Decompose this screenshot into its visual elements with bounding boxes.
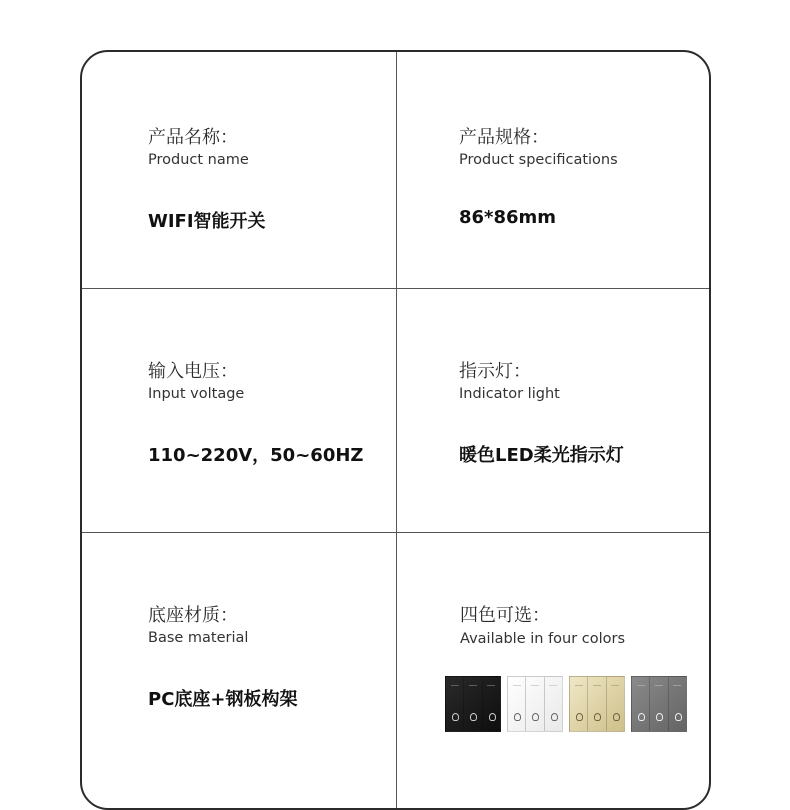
bulb-icon	[452, 713, 459, 721]
bulb-icon	[656, 713, 663, 721]
bulb-icon	[470, 713, 477, 721]
bulb-icon	[576, 713, 583, 721]
bulb-icon	[638, 713, 645, 721]
bulb-icon	[675, 713, 682, 721]
color-swatches	[445, 676, 687, 732]
input-voltage-value: 110~220V，50~60HZ	[148, 445, 364, 466]
product-name-value: WIFI智能开关	[148, 211, 266, 232]
switch-panel-black	[445, 676, 501, 732]
bulb-icon	[613, 713, 620, 721]
bulb-icon	[532, 713, 539, 721]
switch-panel-white	[507, 676, 563, 732]
base-material-label-cn: 底座材质：	[148, 605, 238, 626]
row-divider-2	[82, 532, 709, 533]
switch-panel-gray	[631, 676, 687, 732]
bulb-icon	[489, 713, 496, 721]
indicator-light-label-cn: 指示灯：	[459, 361, 531, 382]
product-name-label-cn: 产品名称：	[148, 127, 238, 148]
product-name-label-en: Product name	[148, 152, 249, 168]
product-spec-value: 86*86mm	[459, 207, 557, 228]
bulb-icon	[594, 713, 601, 721]
row-divider-1	[82, 288, 709, 289]
bulb-icon	[551, 713, 558, 721]
input-voltage-label-cn: 输入电压：	[148, 361, 238, 382]
bulb-icon	[514, 713, 521, 721]
indicator-light-value: 暖色LED柔光指示灯	[459, 445, 624, 466]
colors-label-cn: 四色可选：	[460, 605, 550, 626]
column-divider	[396, 52, 397, 808]
base-material-label-en: Base material	[148, 630, 249, 646]
colors-label-en: Available in four colors	[460, 631, 626, 647]
product-spec-label-cn: 产品规格：	[459, 127, 549, 148]
indicator-light-label-en: Indicator light	[459, 386, 560, 402]
input-voltage-label-en: Input voltage	[148, 386, 245, 402]
switch-panel-gold	[569, 676, 625, 732]
base-material-value: PC底座+钢板构架	[148, 689, 298, 710]
product-spec-label-en: Product specifications	[459, 152, 618, 168]
